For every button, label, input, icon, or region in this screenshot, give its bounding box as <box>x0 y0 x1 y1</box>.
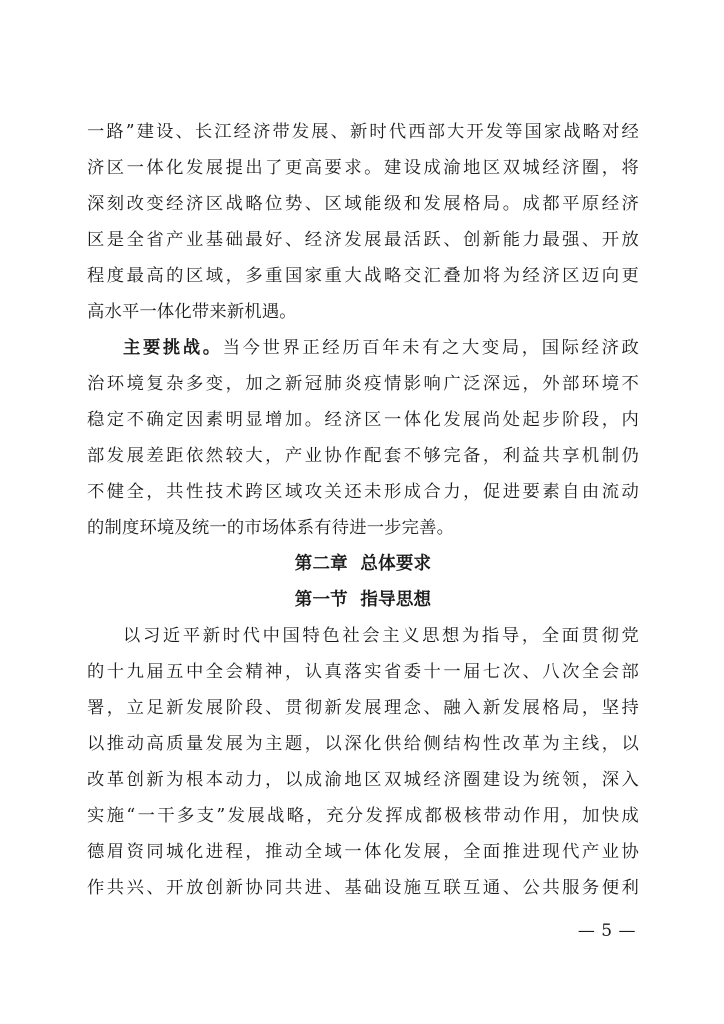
paragraph-1 <box>87 114 639 330</box>
text-line: 部发展差距依然较大，产业协作配套不够完备，利益共享机制仍 <box>87 446 639 466</box>
chapter-title: 第二章 总体要求 <box>294 554 432 574</box>
text-line: 署，立足新发展阶段、贯彻新发展理念、融入新发展格局，坚持 <box>87 698 639 718</box>
text-line <box>87 330 639 366</box>
text-run: 当今世界正经历百年未有之大变局，国际经济政 <box>222 338 639 358</box>
page-number: — 5 — <box>577 921 636 941</box>
text-line: 区是全省产业基础最好、经济发展最活跃、创新能力最强、开放 <box>87 230 639 250</box>
text-line: 一路”建设、长江经济带发展、新时代西部大开发等国家战略对经 <box>87 122 639 142</box>
text-line: 以推动高质量发展为主题，以深化供给侧结构性改革为主线，以 <box>87 734 639 754</box>
text-line: 济区一体化发展提出了更高要求。建设成渝地区双城经济圈，将 <box>87 158 639 178</box>
paragraph-lead: 主要挑战。 <box>123 338 223 358</box>
text-line: 不健全，共性技术跨区域攻关还未形成合力，促进要素自由流动 <box>87 482 639 502</box>
text-line: 的十九届五中全会精神，认真落实省委十一届七次、八次全会部 <box>87 662 639 682</box>
text-line: 德眉资同城化进程，推动全域一体化发展，全面推进现代产业协 <box>87 842 639 862</box>
text-line: 以习近平新时代中国特色社会主义思想为指导，全面贯彻党 <box>123 626 639 646</box>
text-line: 改革创新为根本动力，以成渝地区双城经济圈建设为统领，深入 <box>87 770 639 790</box>
section-title: 第一节 指导思想 <box>294 590 432 610</box>
text-line: 实施“一干多支”发展战略，充分发挥成都极核带动作用，加快成 <box>87 806 639 826</box>
text-line: 程度最高的区域，多重国家重大战略交汇叠加将为经济区迈向更 <box>87 266 639 286</box>
paragraph-2 <box>87 330 639 546</box>
text-line: 稳定不确定因素明显增加。经济区一体化发展尚处起步阶段，内 <box>87 410 639 430</box>
document-body <box>87 114 639 906</box>
text-line: 的制度环境及统一的市场体系有待进一步完善。 <box>87 518 455 538</box>
paragraph-3 <box>87 618 639 906</box>
text-line: 深刻改变经济区战略位势、区域能级和发展格局。成都平原经济 <box>87 194 639 214</box>
text-line: 治环境复杂多变，加之新冠肺炎疫情影响广泛深远，外部环境不 <box>87 374 639 394</box>
text-line: 高水平一体化带来新机遇。 <box>87 302 297 322</box>
text-line: 作共兴、开放创新协同共进、基础设施互联互通、公共服务便利 <box>87 878 639 898</box>
